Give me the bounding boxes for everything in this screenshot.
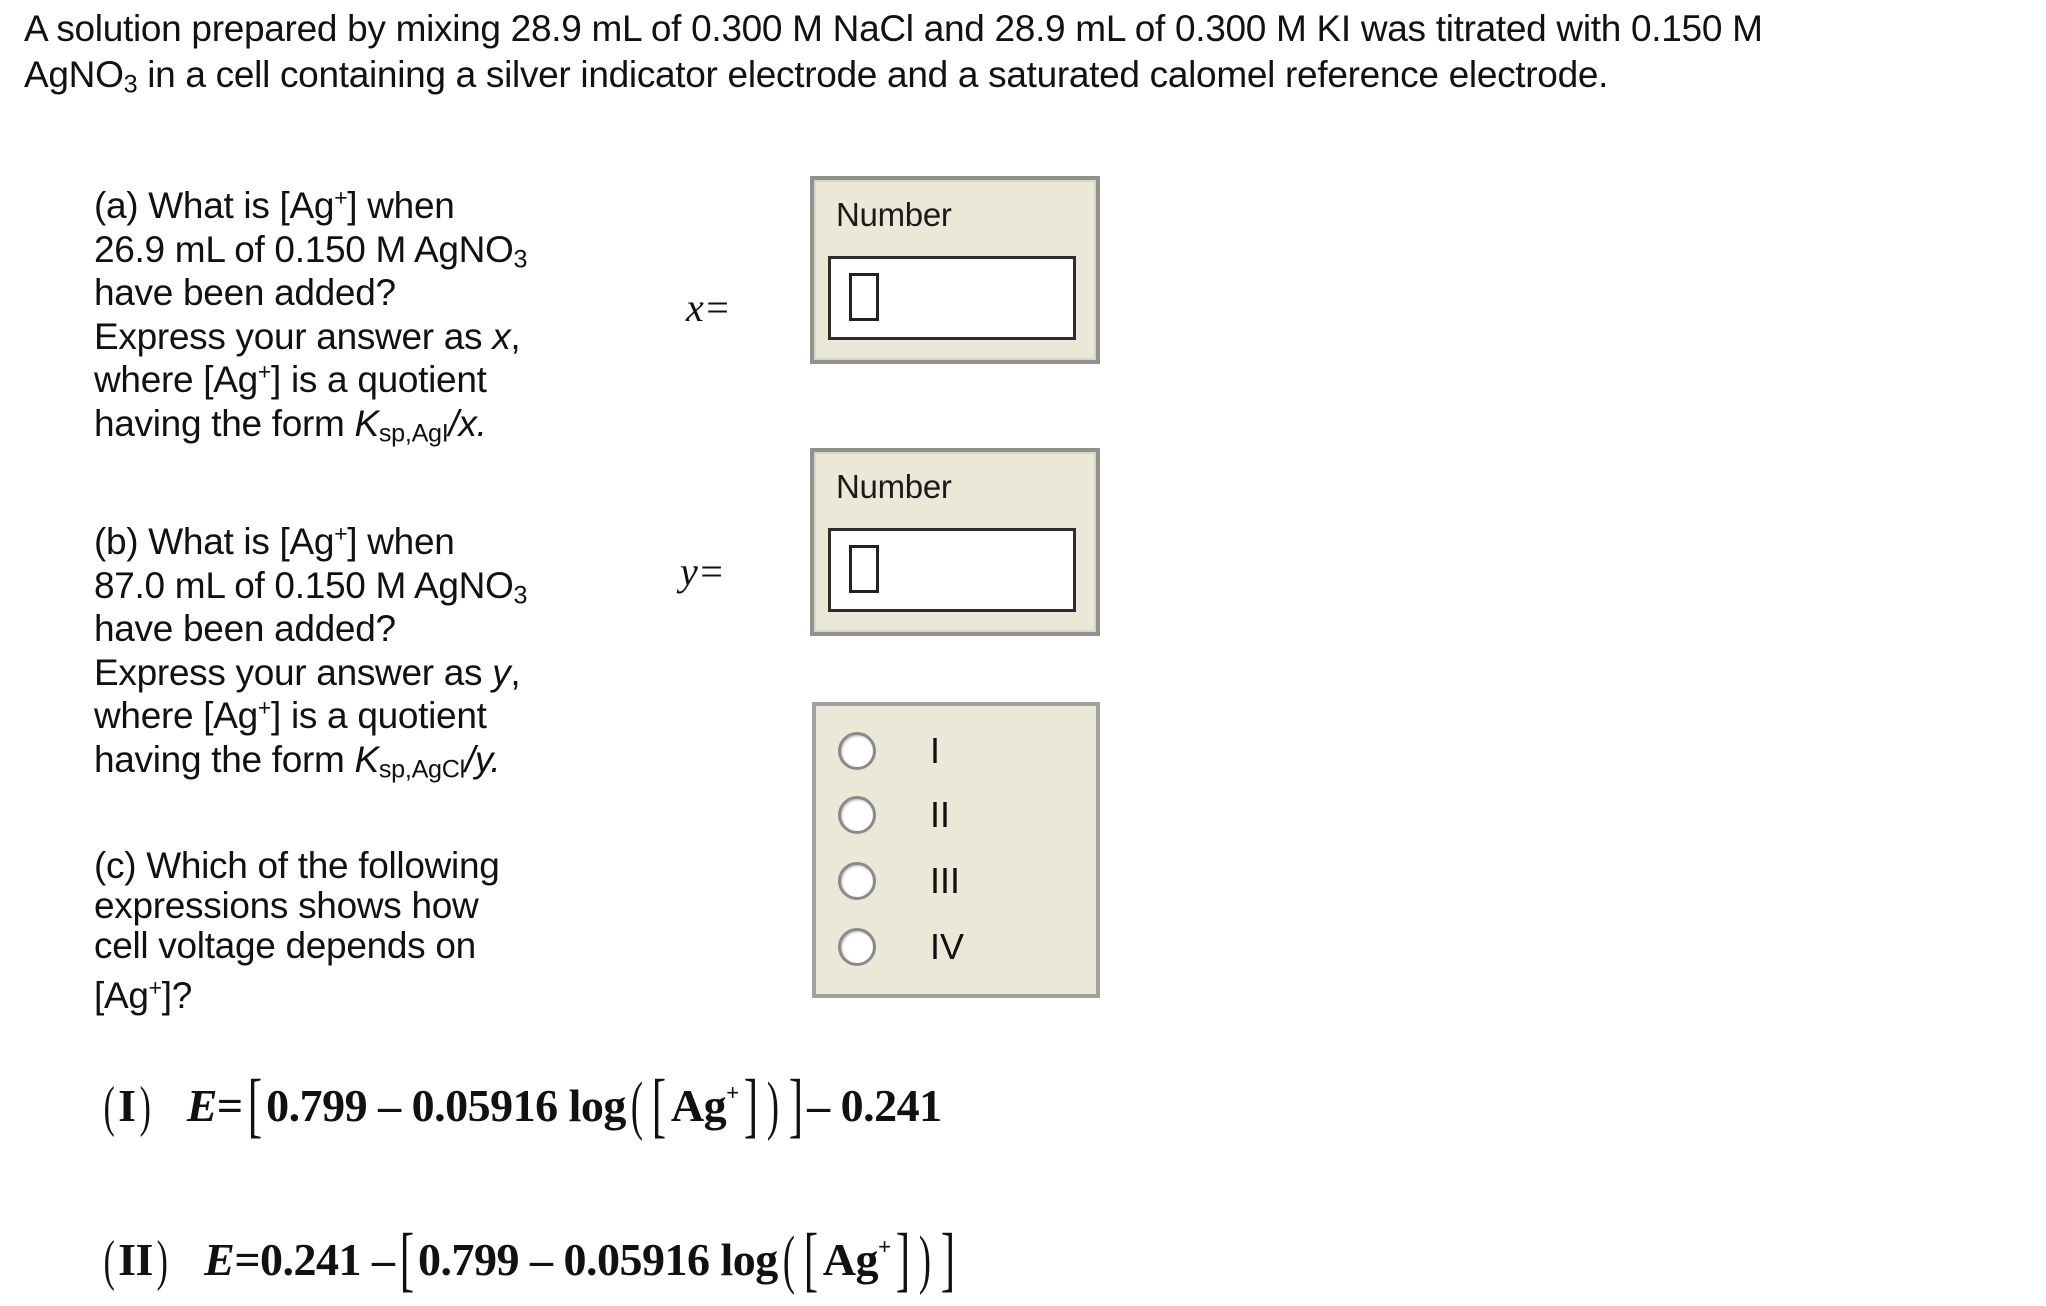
problem-statement: [24, 6, 2014, 98]
part-a-line-2-text: 26.9 mL of 0.150 M AgNO: [94, 228, 514, 270]
part-b-number-label: Number: [836, 468, 952, 505]
equation-i-ion-charge: +: [726, 1080, 739, 1106]
part-a-ksp-symbol: K: [354, 402, 379, 444]
part-b-ag-charge-2: +: [257, 694, 271, 721]
equation-ii-lhs: E: [204, 1234, 235, 1285]
option-i-label: I: [930, 730, 941, 771]
part-a-line-5: [94, 358, 614, 402]
part-b-variable: y: [492, 651, 511, 693]
part-c-question: [94, 846, 614, 1016]
part-c-line-4-end: ]?: [161, 975, 193, 1016]
part-a-line-4: [94, 315, 614, 359]
part-c-options-box: [812, 702, 1100, 998]
option-iii-label: III: [930, 860, 961, 901]
part-b-line-1: [94, 520, 614, 564]
part-b-input-cursor: [849, 545, 879, 593]
equation-i-tail: – 0.241: [807, 1080, 942, 1131]
part-b-line-6-text: having the form: [94, 738, 355, 780]
equation-ii-ion: Ag: [822, 1234, 878, 1285]
part-a-line-3: have been added?: [94, 272, 396, 313]
part-a-line-4-end: ,: [510, 315, 521, 357]
part-a-ag-charge: +: [334, 184, 348, 211]
part-b-line-3: have been added?: [94, 608, 396, 649]
part-b-variable-label: y=: [680, 549, 725, 594]
part-a-ksp-subscript: sp,AgI: [378, 419, 449, 448]
equation-i-ion: Ag: [670, 1080, 727, 1131]
part-b-line-2-text: 87.0 mL of 0.150 M AgNO: [94, 564, 514, 606]
part-b-agno3-subscript: 3: [513, 581, 528, 610]
part-a-number-label: Number: [836, 196, 952, 233]
part-b-line-5: [94, 694, 614, 738]
part-c-line-4: [94, 976, 614, 1016]
part-a-line-6-text: having the form: [94, 402, 355, 444]
equation-i-term: 0.799 – 0.05916 log: [266, 1080, 626, 1131]
part-b-ksp-subscript: sp,AgCl: [378, 755, 465, 784]
radio-button-iv[interactable]: [838, 928, 876, 966]
part-a-line-6-end: /x.: [448, 402, 487, 444]
option-ii-label: II: [930, 794, 951, 835]
radio-button-ii[interactable]: [838, 796, 876, 834]
part-b-number-input[interactable]: [828, 528, 1076, 612]
part-b-line-4-end: ,: [510, 651, 521, 693]
part-b-answer-box: [810, 448, 1100, 636]
part-a-answer-box: [810, 176, 1100, 364]
option-iv-label: IV: [930, 926, 965, 967]
part-b-line-4-text: Express your answer as: [94, 651, 493, 693]
part-c-line-1: (c) Which of the following: [94, 845, 500, 886]
equation-i-lhs: E: [186, 1080, 217, 1131]
part-a-variable-label: x=: [686, 285, 731, 330]
part-a-line-1-text: (a) What is [Ag: [94, 185, 335, 226]
part-c-ag-charge: +: [148, 974, 162, 1001]
part-a-ag-charge-2: +: [257, 358, 271, 385]
part-a-number-input[interactable]: [828, 256, 1076, 340]
part-b-line-2: [94, 564, 614, 608]
part-b-line-1-text: (b) What is [Ag: [94, 521, 335, 562]
part-a-variable: x: [492, 315, 511, 357]
problem-statement-line-2-rest: in a cell containing a silver indicator electrode and a saturated calomel reference electrode.: [137, 54, 1609, 95]
part-c-line-2: expressions shows how: [94, 885, 479, 926]
part-b-ag-charge: +: [334, 520, 348, 547]
equation-i-equals: =: [216, 1080, 243, 1131]
part-b-question: [94, 520, 614, 784]
part-c-line-4-text: [Ag: [94, 975, 149, 1016]
part-a-line-5-end: ] is a quotient: [271, 359, 487, 400]
part-a-line-1: [94, 184, 614, 228]
part-b-line-5-end: ] is a quotient: [271, 695, 487, 736]
part-a-agno3-subscript: 3: [513, 245, 528, 274]
equation-ii-term: 0.799 – 0.05916 log: [418, 1234, 778, 1285]
part-b-line-4: [94, 651, 614, 695]
part-a-input-cursor: [849, 273, 879, 321]
problem-statement-line-2: [24, 52, 2014, 98]
part-a-line-5-text: where [Ag: [94, 359, 258, 400]
part-a-question: [94, 184, 614, 448]
part-a-line-6: [94, 402, 614, 446]
radio-button-i[interactable]: [838, 732, 876, 770]
equation-ii: (II) E=0.241 –[ 0.799 – 0.05916 log( [ Ag+] ) ]: [103, 1219, 955, 1299]
part-b-ksp-symbol: K: [354, 738, 379, 780]
equation-ii-ion-charge: +: [878, 1234, 891, 1260]
part-c-line-3: cell voltage depends on: [94, 925, 476, 966]
equation-ii-label: II: [118, 1234, 153, 1285]
equation-i: (I) E=[ 0.799 – 0.05916 log( [ Ag+] ) ] – 0.241: [103, 1065, 942, 1145]
radio-button-iii[interactable]: [838, 862, 876, 900]
equation-ii-head: 0.241 –: [260, 1234, 395, 1285]
part-a-line-4-text: Express your answer as: [94, 315, 493, 357]
part-a-line-1-end: ] when: [347, 185, 455, 226]
agno3-formula: AgNO: [24, 54, 124, 95]
part-a-line-2: [94, 228, 614, 272]
equation-i-label: I: [118, 1080, 136, 1131]
part-b-line-6-end: /y.: [464, 738, 501, 780]
equation-ii-equals: =: [234, 1234, 261, 1285]
agno3-subscript: 3: [123, 70, 138, 99]
part-b-line-6: [94, 738, 614, 782]
problem-statement-line-1: A solution prepared by mixing 28.9 mL of 0.300 M NaCl and 28.9 mL of 0.300 M KI was titrated with 0.150 M: [24, 8, 1763, 49]
part-b-line-1-end: ] when: [347, 521, 455, 562]
part-b-line-5-text: where [Ag: [94, 695, 258, 736]
